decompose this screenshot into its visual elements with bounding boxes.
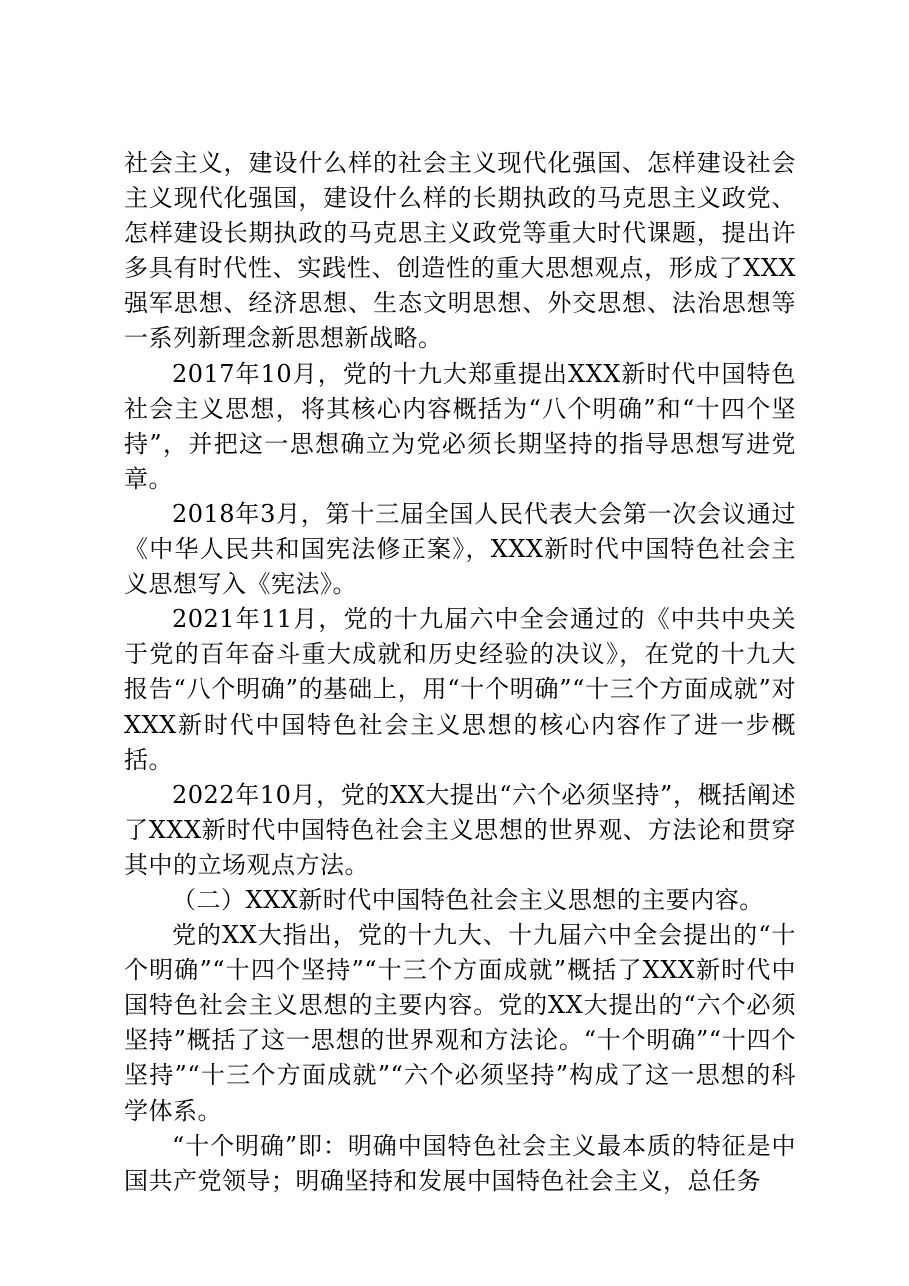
paragraph-2018: 2018年3月，第十三届全国人民代表大会第一次会议通过《中华人民共和国宪法修正案》，XXX新时代中国特色社会主义思想写入《宪法》。 bbox=[124, 499, 796, 599]
paragraph-2022: 2022年10月，党的XX大提出“六个必须坚持”，概括阐述了XXX新时代中国特色社会主义思想的世界观、方法论和贯穿其中的立场观点方法。 bbox=[124, 780, 796, 879]
paragraph-main-content: 党的XX大指出，党的十九大、十九届六中全会提出的“十个明确”“十四个坚持”“十三个方面成就”概括了XXX新时代中国特色社会主义思想的主要内容。党的XX大提出的“六个必须坚持”概括了这一思想的世界观和方法论。“十个明确”“十四个坚持”“十三个方面成就”“六个必须坚持”构成了这一思想的科学体系。 bbox=[124, 921, 796, 1125]
paragraph-2017: 2017年10月，党的十九大郑重提出XXX新时代中国特色社会主义思想，将其核心内容概括为“八个明确”和“十四个坚持”，并把这一思想确立为党必须长期坚持的指导思想写进党章。 bbox=[124, 359, 796, 493]
paragraph-2021: 2021年11月，党的十九届六中全会通过的《中共中央关于党的百年奋斗重大成就和历史经验的决议》，在党的十九大报告“八个明确”的基础上，用“十个明确”“十三个方面成就”对XXX新时代中国特色社会主义思想的核心内容作了进一步概括。 bbox=[124, 605, 796, 774]
paragraph-continuation: 社会主义，建设什么样的社会主义现代化强国、怎样建设社会主义现代化强国，建设什么样的长期执政的马克思主义政党、怎样建设长期执政的马克思主义政党等重大时代课题，提出许多具有时代性、实践性、创造性的重大思想观点，形成了XXX强军思想、经济思想、生态文明思想、外交思想、法治思想等一系列新理念新思想新战略。 bbox=[124, 149, 796, 353]
document-body bbox=[124, 146, 796, 1199]
paragraph-ten-clarifications: “十个明确”即：明确中国特色社会主义最本质的特征是中国共产党领导；明确坚持和发展中国特色社会主义，总任务 bbox=[124, 1131, 796, 1195]
section-heading: （二）XXX新时代中国特色社会主义思想的主要内容。 bbox=[172, 885, 764, 914]
